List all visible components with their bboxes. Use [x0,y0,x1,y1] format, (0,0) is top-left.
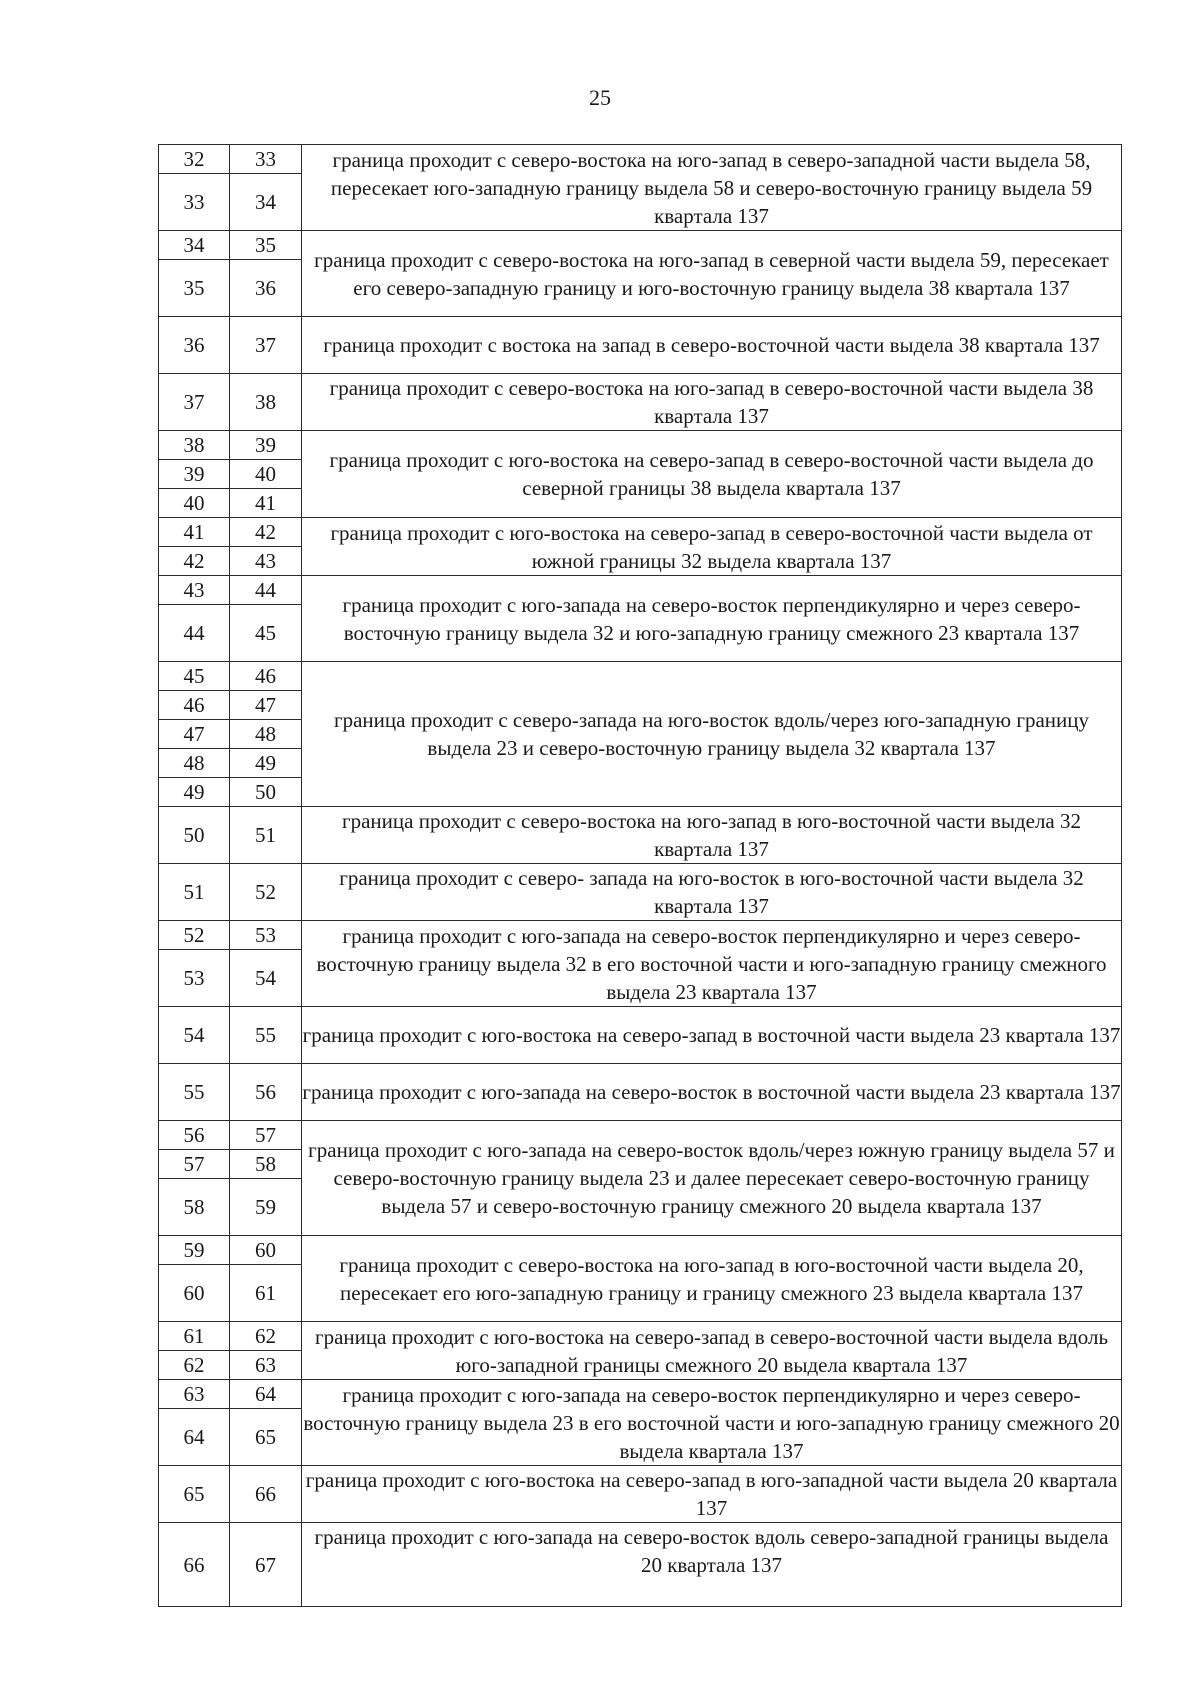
boundary-description-cell: граница проходит с северо-востока на юго-запад в северо-восточной части выдела 38 квартала 137 [302,374,1122,431]
point-to-cell: 40 [230,460,302,489]
table-row [159,317,1122,374]
point-to-cell: 33 [230,145,302,174]
point-from-cell: 46 [159,691,230,720]
table-row [159,1236,1122,1265]
point-to-cell: 50 [230,778,302,807]
boundary-description-cell: граница проходит с юго-запада на северо-восток перпендикулярно и через северо-восточную границу выдела 32 и юго-западную границу смежного 23 квартала 137 [302,576,1122,662]
point-to-cell: 35 [230,231,302,260]
boundary-description-cell: граница проходит с юго-запада на северо-восток вдоль/через южную границу выдела 57 и северо-восточную границу выдела 23 и далее пересекает северо-восточную границу выдела 57 и северо-восточную границу смежного 20 выдела квартала 137 [302,1121,1122,1236]
point-from-cell: 43 [159,576,230,605]
point-to-cell: 51 [230,807,302,864]
point-to-cell: 41 [230,489,302,518]
point-from-cell: 47 [159,720,230,749]
point-from-cell: 54 [159,1007,230,1064]
point-from-cell: 57 [159,1150,230,1179]
point-to-cell: 53 [230,921,302,950]
boundary-description-cell: граница проходит с северо-востока на юго-запад в юго-восточной части выдела 20, пересекает его юго-западную границу и границу смежного 23 выдела квартала 137 [302,1236,1122,1322]
point-to-cell: 56 [230,1064,302,1121]
point-from-cell: 40 [159,489,230,518]
table-row [159,807,1122,864]
point-to-cell: 63 [230,1351,302,1380]
point-to-cell: 46 [230,662,302,691]
point-to-cell: 60 [230,1236,302,1265]
point-to-cell: 55 [230,1007,302,1064]
point-to-cell: 43 [230,547,302,576]
point-from-cell: 59 [159,1236,230,1265]
point-from-cell: 39 [159,460,230,489]
point-to-cell: 49 [230,749,302,778]
table-row [159,864,1122,921]
point-to-cell: 48 [230,720,302,749]
table-row [159,1523,1122,1607]
point-from-cell: 37 [159,374,230,431]
point-from-cell: 49 [159,778,230,807]
point-from-cell: 48 [159,749,230,778]
point-from-cell: 61 [159,1322,230,1351]
point-from-cell: 36 [159,317,230,374]
point-from-cell: 58 [159,1179,230,1236]
point-to-cell: 67 [230,1523,302,1607]
point-to-cell: 61 [230,1265,302,1322]
table-body [159,145,1122,1607]
table-row [159,1466,1122,1523]
point-to-cell: 37 [230,317,302,374]
point-to-cell: 54 [230,950,302,1007]
point-from-cell: 32 [159,145,230,174]
table-row [159,518,1122,547]
point-to-cell: 58 [230,1150,302,1179]
table-row [159,231,1122,260]
boundary-description-cell: граница проходит с юго-востока на северо-запад в северо-восточной части выдела вдоль юго-западной границы смежного 20 выдела квартала 137 [302,1322,1122,1380]
point-to-cell: 59 [230,1179,302,1236]
point-from-cell: 38 [159,431,230,460]
point-to-cell: 36 [230,260,302,317]
point-from-cell: 42 [159,547,230,576]
point-to-cell: 39 [230,431,302,460]
point-from-cell: 51 [159,864,230,921]
page-number: 25 [589,85,611,110]
boundary-description-cell: граница проходит с северо-востока на юго-запад в северо-западной части выдела 58, пересекает юго-западную границу выдела 58 и северо-восточную границу выдела 59 квартала 137 [302,145,1122,231]
point-from-cell: 66 [159,1523,230,1607]
boundary-description-cell: граница проходит с юго-востока на северо-запад в северо-восточной части выдела до северной границы 38 выдела квартала 137 [302,431,1122,518]
point-from-cell: 56 [159,1121,230,1150]
point-to-cell: 45 [230,605,302,662]
boundary-description-cell: граница проходит с юго-запада на северо-восток вдоль северо-западной границы выдела 20 квартала 137 [302,1523,1122,1607]
point-to-cell: 62 [230,1322,302,1351]
table-row [159,662,1122,691]
point-to-cell: 42 [230,518,302,547]
point-to-cell: 34 [230,174,302,231]
table-row [159,576,1122,605]
table-row [159,1064,1122,1121]
boundary-description-cell: граница проходит с северо-востока на юго-запад в северной части выдела 59, пересекает его северо-западную границу и юго-восточную границу выдела 38 квартала 137 [302,231,1122,317]
table-row [159,374,1122,431]
point-from-cell: 62 [159,1351,230,1380]
point-to-cell: 47 [230,691,302,720]
point-from-cell: 55 [159,1064,230,1121]
point-from-cell: 50 [159,807,230,864]
point-from-cell: 63 [159,1380,230,1409]
point-from-cell: 45 [159,662,230,691]
point-to-cell: 57 [230,1121,302,1150]
point-from-cell: 52 [159,921,230,950]
point-from-cell: 44 [159,605,230,662]
table-row [159,921,1122,950]
boundary-description-cell: граница проходит с юго-запада на северо-восток в восточной части выдела 23 квартала 137 [302,1064,1122,1121]
table-row [159,1380,1122,1409]
boundary-description-cell: граница проходит с северо-востока на юго-запад в юго-восточной части выдела 32 квартала 137 [302,807,1122,864]
point-from-cell: 53 [159,950,230,1007]
point-from-cell: 65 [159,1466,230,1523]
boundary-description-cell: граница проходит с юго-востока на северо-запад в юго-западной части выдела 20 квартала 137 [302,1466,1122,1523]
boundary-description-cell: граница проходит с юго-востока на северо-запад в восточной части выдела 23 квартала 137 [302,1007,1122,1064]
point-from-cell: 41 [159,518,230,547]
boundary-description-cell: граница проходит с северо- запада на юго-восток в юго-восточной части выдела 32 квартала 137 [302,864,1122,921]
point-to-cell: 65 [230,1409,302,1466]
point-from-cell: 60 [159,1265,230,1322]
boundary-description-cell: граница проходит с востока на запад в северо-восточной части выдела 38 квартала 137 [302,317,1122,374]
point-to-cell: 44 [230,576,302,605]
table-row [159,1121,1122,1150]
point-to-cell: 52 [230,864,302,921]
point-to-cell: 64 [230,1380,302,1409]
point-from-cell: 64 [159,1409,230,1466]
point-from-cell: 34 [159,231,230,260]
boundary-description-cell: граница проходит с юго-запада на северо-восток перпендикулярно и через северо-восточную границу выдела 32 в его восточной части и юго-западную границу смежного выдела 23 квартала 137 [302,921,1122,1007]
boundary-description-cell: граница проходит с юго-запада на северо-восток перпендикулярно и через северо-восточную границу выдела 23 в его восточной части и юго-западную границу смежного 20 выдела квартала 137 [302,1380,1122,1466]
table-row [159,1007,1122,1064]
boundary-description-cell: граница проходит с юго-востока на северо-запад в северо-восточной части выдела от южной границы 32 выдела квартала 137 [302,518,1122,576]
point-to-cell: 38 [230,374,302,431]
table-row [159,145,1122,174]
point-from-cell: 33 [159,174,230,231]
point-from-cell: 35 [159,260,230,317]
table-row [159,431,1122,460]
table-row [159,1322,1122,1351]
boundary-description-cell: граница проходит с северо-запада на юго-восток вдоль/через юго-западную границу выдела 23 и северо-восточную границу выдела 32 квартала 137 [302,662,1122,807]
boundary-description-table [158,144,1122,1607]
point-to-cell: 66 [230,1466,302,1523]
